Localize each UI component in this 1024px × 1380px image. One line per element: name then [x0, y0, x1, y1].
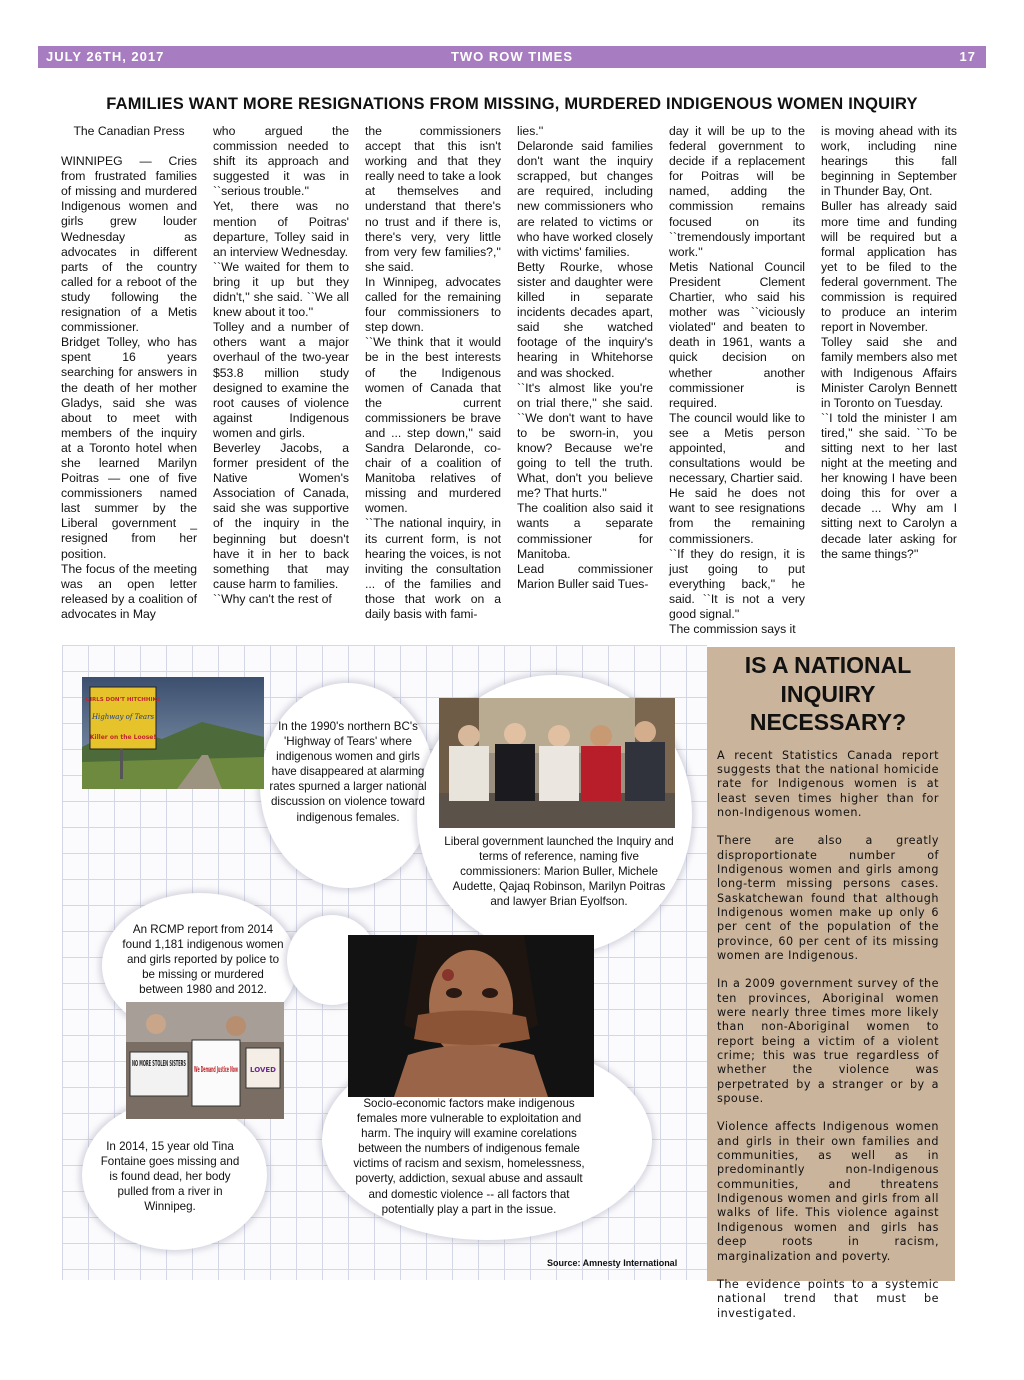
- sidebar-paragraph: The evidence points to a systemic national trend that must be investigated.: [717, 1277, 939, 1320]
- paragraph: ``The national inquiry, in its current form, is not hearing the voices, is not inviting the consultation ... of the families and those that work on a daily basis with fami-: [365, 516, 501, 621]
- paragraph: Metis National Council President Clement Chartier, who said his mother was ``viciously violated'' and beaten to death in 1961, wants a quick decision on whether another commissioner is required.: [669, 259, 805, 410]
- paragraph: Tolley said she and family members also met with Indigenous Affairs Minister Carolyn Bennett in Toronto on Tuesday.: [821, 335, 957, 410]
- commissioners-image: [439, 698, 675, 828]
- paragraph: The focus of the meeting was an open letter released by a coalition of advocates in May: [61, 561, 197, 621]
- paragraph: who argued the commission needed to shift its approach and suggested it was in ``serious trouble.'': [213, 124, 349, 199]
- placard-loved: LOVED: [250, 1066, 276, 1074]
- highway-sign-image: [82, 677, 264, 789]
- caption-highway-of-tears: In the 1990's northern BC's 'Highway of Tears' where indigenous women and girls have disappeared at alarming rates spurned a larger national discussion on violence toward indigenous females.: [269, 720, 427, 824]
- article-column-5: [669, 124, 805, 637]
- paragraph: In Winnipeg, advocates called for the remaining four commissioners to step down.: [365, 274, 501, 335]
- article-column-1: [61, 124, 197, 628]
- commissioners-photo: [439, 698, 675, 828]
- caption-rcmp-report: An RCMP report from 2014 found 1,181 indigenous women and girls reported by police to be missing or murdered between 1980 and 2012.: [122, 923, 284, 997]
- article-column-3: [365, 124, 501, 628]
- sidebar-paragraph: There are also a greatly disproportionate number of Indigenous women and girls among long-term missing persons cases. Saskatchewan found that although Indigenous women make up only 6 per cent of the population of the province, 60 per cent of its missing women are Indigenous.: [717, 834, 939, 962]
- paragraph: He said he does not want to see resignations from the remaining commissioners.: [669, 486, 805, 546]
- paragraph: The coalition also said it wants a separate commissioner for Manitoba.: [517, 501, 653, 561]
- paragraph: Lead commissioner Marion Buller said Tues-: [517, 561, 653, 591]
- paragraph: is moving ahead with its work, including nine hearings this fall beginning in September in Thunder Bay, Ont.: [821, 124, 957, 199]
- sidebar-title: IS A NATIONAL INQUIRY NECESSARY?: [744, 652, 912, 735]
- photo-collage: [62, 645, 707, 1280]
- issue-date: JULY 26TH, 2017: [46, 49, 165, 64]
- caption-tina-fontaine: In 2014, 15 year old Tina Fontaine goes missing and is found dead, her body pulled from a river in Winnipeg.: [100, 1140, 240, 1214]
- paragraph: the commissioners accept that this isn't working and that they really need to take a look at themselves and understand that there's no trust and if there is, there's very, very little from very few families?,'' she said.: [365, 124, 501, 274]
- woman-silenced-photo: [348, 935, 594, 1097]
- paragraph: Tolley and a number of others want a major overhaul of the two-year $53.8 million study designed to examine the root causes of violence against Indigenous women and girls.: [213, 320, 349, 440]
- placard-justice: We Demand Justice Now: [194, 1065, 239, 1074]
- paragraph: Delaronde said families don't want the inquiry scrapped, but changes are required, including new commissioners who are related to victims or who have worked closely with victims' families.: [517, 139, 653, 259]
- paragraph: Betty Rourke, whose sister and daughter were killed in separate incidents decades apart, said she watched footage of the inquiry's hearing in Whitehorse and was shocked.: [517, 259, 653, 380]
- paragraph: ``It's almost like you're on trial there,'' she said. ``We don't want to have to be sworn-in, you know? Because we're going to tell the truth. What, don't you believe me? That hurts.'': [517, 380, 653, 501]
- article-body: [61, 124, 957, 637]
- page-header-banner: [38, 46, 986, 68]
- paragraph: Beverley Jacobs, a former president of the Native Women's Association of Canada, said she was supportive of the inquiry in the beginning but doesn't have it in her to back something that may cause harm to families.: [213, 440, 349, 591]
- paragraph: Yet, there was no mention of Poitras' departure, Tolley said in an interview Wednesday.: [213, 199, 349, 259]
- article-column-4: [517, 124, 653, 628]
- sidebar-box: [707, 647, 955, 1320]
- sidebar-paragraph: Violence affects Indigenous women and girls in their own families and communities, as well as in predominantly non-Indigenous communities, and threatens Indigenous women and girls from all walks of life. This violence against Indigenous women and girls has deep roots in racism, marginalization and poverty.: [717, 1120, 939, 1263]
- sign-text-2: Highway of Tears: [91, 713, 155, 721]
- placard-stolen-sisters: NO MORE STOLEN SISTERS: [132, 1059, 187, 1068]
- paragraph: day it will be up to the federal government to decide if a replacement for Poitras will be named, adding the commission remains focused on its ``tremendously important work.'': [669, 124, 805, 259]
- sign-text-3: Killer on the Loose!: [89, 734, 157, 741]
- protest-image: [126, 1002, 284, 1119]
- paragraph: ``Why can't the rest of: [213, 591, 332, 606]
- sign-text-1: GIRLS DON'T HITCHHIKE: [85, 697, 161, 703]
- caption-socio-economic: Socio-economic factors make indigenous females more vulnerable to exploitation and harm. The inquiry will examine corelations between the numbers of indigenous female victims of racism and sexism, homelessness, poverty, addiction, sexual abuse and assault and domestic violence -- all factors that potentially play a part in the issue.: [353, 1097, 585, 1216]
- article-column-6: [821, 124, 957, 628]
- paragraph: The commission says it: [669, 622, 796, 637]
- caption-commissioners: Liberal government launched the Inquiry and terms of reference, naming five commissioners: Marion Buller, Michele Audette, Qajaq Robinson, Marilyn Poitras and lawyer Brian Eyolfson.: [444, 835, 674, 909]
- paragraph: ``We waited for them to bring it up but they didn't,'' she said. ``We all knew about it too.'': [213, 259, 349, 320]
- paragraph: lies.'': [517, 124, 544, 138]
- paragraph: ``If they do resign, it is just going to put everything back,'' he said. ``It is not a very good signal.'': [669, 546, 805, 621]
- sidebar-paragraph: In a 2009 government survey of the ten provinces, Aboriginal women were nearly three times more likely than non-Aboriginal women to report being a victim of a violent crime; this was true regardless of whether the violence was perpetrated by a stranger or by a spouse.: [717, 977, 939, 1106]
- woman-silenced-image: [348, 935, 594, 1097]
- paragraph: ``We think that it would be in the best interests of the Indigenous women of Canada that the current commissioners be brave and ... step down,'' said Sandra Delaronde, co-chair of a coalition of Manitoba relatives of missing and murdered women.: [365, 335, 501, 516]
- sidebar-paragraph: A recent Statistics Canada report suggests that the national homicide rate for Indigenous women is at least seven times higher than for non-Indigenous women.: [717, 748, 939, 819]
- newspaper-name: TWO ROW TIMES: [450, 49, 574, 64]
- paragraph: Buller has already said more time and funding will be required but a formal application has yet to be filed to the federal government. The commission is required to produce an interim report in November.: [821, 199, 957, 335]
- paragraph: The council would like to see a Metis person appointed, and consultations would be necessary, Chartier said.: [669, 410, 805, 486]
- byline: The Canadian Press: [73, 124, 185, 138]
- article-column-2: [213, 124, 349, 628]
- paragraph: ``I told the minister I am tired,'' she said. ``To be sitting next to her last night at the meeting and her knowing I have been doing this for over a decade ... Why am I sitting next to Carolyn a decade later asking for the same things?'': [821, 410, 957, 561]
- paragraph: Bridget Tolley, who has spent 16 years searching for answers in the death of her mother Gladys, said she was about to meet with members of the inquiry at a Toronto hotel when she learned Marilyn Poitras — one of five commissioners named last summer by the Liberal government _ resigned from her position.: [61, 335, 197, 561]
- article-headline: FAMILIES WANT MORE RESIGNATIONS FROM MISSING, MURDERED INDIGENOUS WOMEN INQUIRY: [106, 95, 918, 113]
- paragraph: WINNIPEG — Cries from frustrated families of missing and murdered Indigenous women and girls grew louder Wednesday as advocates in different parts of the country called for a reboot of the study following the resignation of a Metis commissioner.: [61, 154, 197, 335]
- source-credit: Source: Amnesty International: [547, 1258, 678, 1268]
- page-number: 17: [959, 49, 976, 64]
- highway-of-tears-photo: [82, 677, 264, 789]
- protest-photo: [126, 1002, 284, 1119]
